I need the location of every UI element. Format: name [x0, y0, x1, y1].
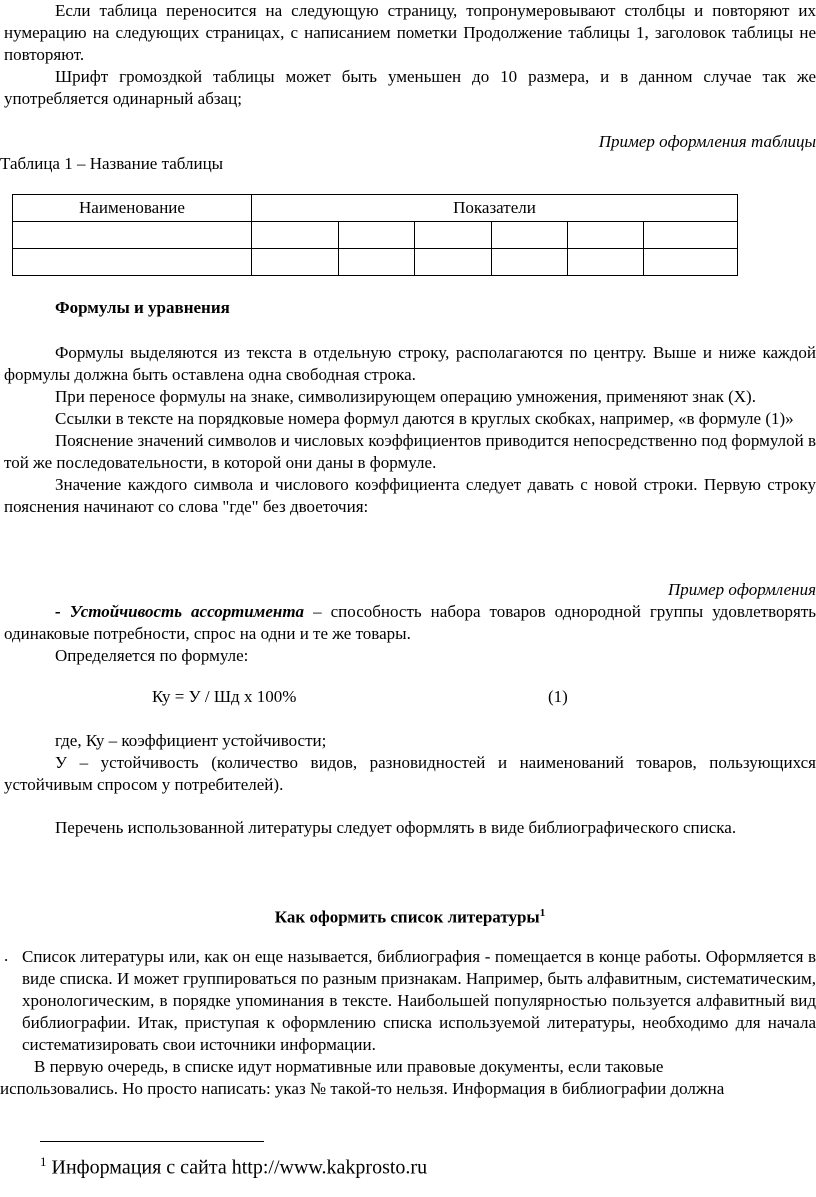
where-line-2: У – устойчивость (количество видов, разновидностей и наименований товаров, пользующихся устойчивым спросом у потребителей).	[4, 753, 816, 794]
footnote-reference[interactable]: 1	[539, 907, 546, 919]
footnote-marker: 1	[40, 1154, 47, 1169]
table-row	[13, 222, 738, 249]
table-cell	[415, 222, 492, 249]
list-marker: .	[4, 946, 9, 965]
paragraph-bibliography-note: Перечень использованной литературы следует оформлять в виде библиографического списка.	[55, 818, 737, 837]
table-header-row	[13, 195, 738, 222]
table-row	[13, 249, 738, 276]
literature-heading	[4, 902, 816, 929]
table-cell	[252, 222, 339, 249]
table-cell	[13, 222, 252, 249]
table-cell	[339, 249, 415, 276]
text-block-formulas	[4, 342, 816, 518]
table-cell	[644, 249, 738, 276]
example-note: Пример оформления	[668, 580, 816, 599]
table-cell	[492, 249, 568, 276]
paragraph-table-continuation: Если таблица переносится на следующую страницу, топронумеровывают столбцы и повторяют их нумерацию на следующих страницах, с написанием пометки Продолжение таблицы 1, заголовок таблицы не повторяют.	[4, 1, 816, 64]
table-cell	[415, 249, 492, 276]
formula-expression: Ку = У / Шд х 100%	[152, 687, 297, 706]
table-example-note: Пример оформления таблицы	[598, 132, 816, 151]
text-block-table-rules	[4, 0, 816, 110]
footnote	[40, 1154, 427, 1180]
example-table	[12, 194, 738, 276]
paragraph-table-font: Шрифт громоздкой таблицы может быть уменьшен до 10 размера, и в данном случае так же употребляется одинарный абзац;	[4, 67, 816, 108]
table-cell	[568, 222, 644, 249]
definition-text: – способность набора товаров однородной группы удовлетворять одинаковые потребности, спрос на одни и те же товары.	[4, 602, 816, 643]
paragraph-formula-explanation: Пояснение значений символов и числовых коэффициентов приводится непосредственно под формулой в той же последовательности, в которой они даны в формуле.	[4, 431, 816, 472]
formula-number: (1)	[548, 687, 568, 706]
paragraph-definition	[4, 601, 816, 645]
text-block-literature-continued	[0, 1056, 816, 1100]
list-item	[4, 946, 816, 1056]
table-header-name: Наименование	[13, 195, 252, 222]
paragraph-formula-wrap: При переносе формулы на знаке, символизирующем операцию умножения, применяют знак (Х).	[55, 387, 756, 406]
paragraph-formula-references: Ссылки в тексте на порядковые номера формул даются в круглых скобках, например, «в формуле (1)»	[55, 409, 794, 428]
text-block-where	[4, 730, 816, 796]
literature-heading-text: Как оформить список литературы	[274, 907, 540, 927]
table-cell	[339, 222, 415, 249]
paragraph-normative-1: В первую очередь, в списке идут нормативные или правовые документы, если таковые	[34, 1057, 664, 1076]
footnote-separator	[40, 1141, 264, 1142]
where-line-1: где, Ку – коэффициент устойчивости;	[55, 731, 327, 750]
table-cell	[252, 249, 339, 276]
table-cell	[492, 222, 568, 249]
text-block-example	[4, 601, 816, 667]
paragraph-normative-2: использовались. Но просто написать: указ № такой-то нельзя. Информация в библиографии должна	[0, 1079, 725, 1098]
formulas-heading: Формулы и уравнения	[55, 298, 230, 317]
paragraph-formula-placement: Формулы выделяются из текста в отдельную строку, располагаются по центру. Выше и ниже каждой формулы должна быть оставлена одна свободная строка.	[4, 343, 816, 384]
definition-term: - Устойчивость ассортимента	[55, 602, 305, 621]
footnote-text: Информация с сайта http://www.kakprosto.ru	[46, 1156, 428, 1179]
table-cell	[644, 222, 738, 249]
paragraph-formula-symbols: Значение каждого символа и числового коэффициента следует давать с новой строки. Первую строку пояснения начинают со слова "где" без двоеточия:	[4, 475, 816, 516]
table-header-indicators: Показатели	[252, 195, 738, 222]
paragraph-defined-by: Определяется по формуле:	[55, 646, 249, 665]
list-item-text: Список литературы или, как он еще называется, библиография - помещается в конце работы. Оформляется в виде списка. И может группироваться по разным признакам. Например, быть алфавитным, систематическим, хронологическим, в порядке упоминания в тексте. Наибольшей популярностью пользуется алфавитный вид библиографии. Итак, приступая к оформлению списка используемой литературы, необходимо для начала систематизировать свои источники информации.	[22, 947, 816, 1054]
table-cell	[568, 249, 644, 276]
table-caption: Таблица 1 – Название таблицы	[0, 154, 224, 173]
table-cell	[13, 249, 252, 276]
